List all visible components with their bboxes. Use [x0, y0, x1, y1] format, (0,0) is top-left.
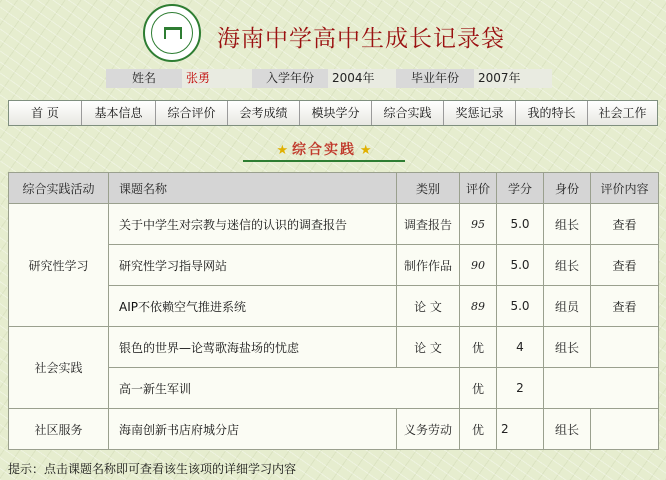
- nav-evaluation[interactable]: 综合评价: [156, 101, 228, 125]
- role-cell: 组长: [544, 245, 591, 286]
- col-topic: 课题名称: [109, 173, 397, 204]
- emblem-ring: [151, 12, 193, 54]
- type-cell: 制作作品: [397, 245, 460, 286]
- star-icon: ★: [359, 143, 372, 158]
- table-row: [9, 327, 659, 368]
- gate-icon: [164, 27, 182, 39]
- enroll-year-label: 入学年份: [252, 69, 328, 88]
- nav-specialty[interactable]: 我的特长: [516, 101, 588, 125]
- main-nav: [8, 100, 658, 126]
- eval-cell: 优: [460, 409, 497, 450]
- group-community: 社区服务: [9, 409, 109, 450]
- content-cell: [591, 327, 659, 368]
- nav-basic-info[interactable]: 基本信息: [82, 101, 156, 125]
- school-emblem-icon: [143, 4, 201, 62]
- table-header-row: [9, 173, 659, 204]
- name-label: 姓名: [106, 69, 182, 88]
- group-research: 研究性学习: [9, 204, 109, 327]
- credit-cell: 2: [497, 368, 544, 409]
- nav-module-credits[interactable]: 模块学分: [300, 101, 372, 125]
- nav-home[interactable]: 首 页: [9, 101, 82, 125]
- eval-cell: 优: [460, 327, 497, 368]
- type-cell: 论 文: [397, 286, 460, 327]
- col-content: 评价内容: [591, 173, 659, 204]
- role-cell: [544, 368, 659, 409]
- star-icon: ★: [276, 143, 289, 158]
- eval-cell: 95: [460, 204, 497, 245]
- topic-link[interactable]: 关于中学生对宗教与迷信的认识的调查报告: [109, 204, 397, 245]
- nav-rewards[interactable]: 奖惩记录: [444, 101, 516, 125]
- role-cell: 组长: [544, 204, 591, 245]
- role-cell: 组长: [544, 409, 591, 450]
- eval-cell: 优: [460, 368, 497, 409]
- hint-text: 提示：点击课题名称即可查看该生该项的详细学习内容: [8, 462, 297, 476]
- nav-practice[interactable]: 综合实践: [372, 101, 444, 125]
- role-cell: 组长: [544, 327, 591, 368]
- grad-year-label: 毕业年份: [396, 69, 474, 88]
- site-title: 海南中学高中生成长记录袋: [217, 26, 505, 52]
- topic-link[interactable]: 银色的世界—论莺歌海盐场的忧虑: [109, 327, 397, 368]
- credit-cell: 5.0: [497, 245, 544, 286]
- table-row: [9, 204, 659, 245]
- credit-cell: 4: [497, 327, 544, 368]
- credit-cell: 2: [497, 409, 544, 450]
- group-social: 社会实践: [9, 327, 109, 409]
- enroll-year-value: 2004年: [328, 69, 396, 88]
- student-info-bar: [106, 69, 552, 88]
- type-cell: 义务劳动: [397, 409, 460, 450]
- content-cell: [591, 409, 659, 450]
- section-title: 综合实践: [292, 142, 356, 158]
- section-underline: [243, 160, 405, 162]
- col-role: 身份: [544, 173, 591, 204]
- eval-cell: 89: [460, 286, 497, 327]
- nav-exam-scores[interactable]: 会考成绩: [228, 101, 300, 125]
- topic-link[interactable]: 高一新生军训: [109, 368, 460, 409]
- view-link[interactable]: 查看: [591, 245, 659, 286]
- role-cell: 组员: [544, 286, 591, 327]
- table-row: [9, 409, 659, 450]
- student-name: 张勇: [182, 69, 252, 88]
- col-activity: 综合实践活动: [9, 173, 109, 204]
- col-type: 类别: [397, 173, 460, 204]
- view-link[interactable]: 查看: [591, 286, 659, 327]
- topic-link[interactable]: AIP不依赖空气推进系统: [109, 286, 397, 327]
- section-heading: [243, 140, 405, 162]
- practice-table: [8, 172, 659, 450]
- col-credit: 学分: [497, 173, 544, 204]
- col-eval: 评价: [460, 173, 497, 204]
- topic-link[interactable]: 海南创新书店府城分店: [109, 409, 397, 450]
- eval-cell: 90: [460, 245, 497, 286]
- type-cell: 论 文: [397, 327, 460, 368]
- type-cell: 调查报告: [397, 204, 460, 245]
- page-header: [0, 0, 666, 66]
- view-link[interactable]: 查看: [591, 204, 659, 245]
- grad-year-value: 2007年: [474, 69, 552, 88]
- credit-cell: 5.0: [497, 204, 544, 245]
- credit-cell: 5.0: [497, 286, 544, 327]
- topic-link[interactable]: 研究性学习指导网站: [109, 245, 397, 286]
- nav-social-work[interactable]: 社会工作: [588, 101, 657, 125]
